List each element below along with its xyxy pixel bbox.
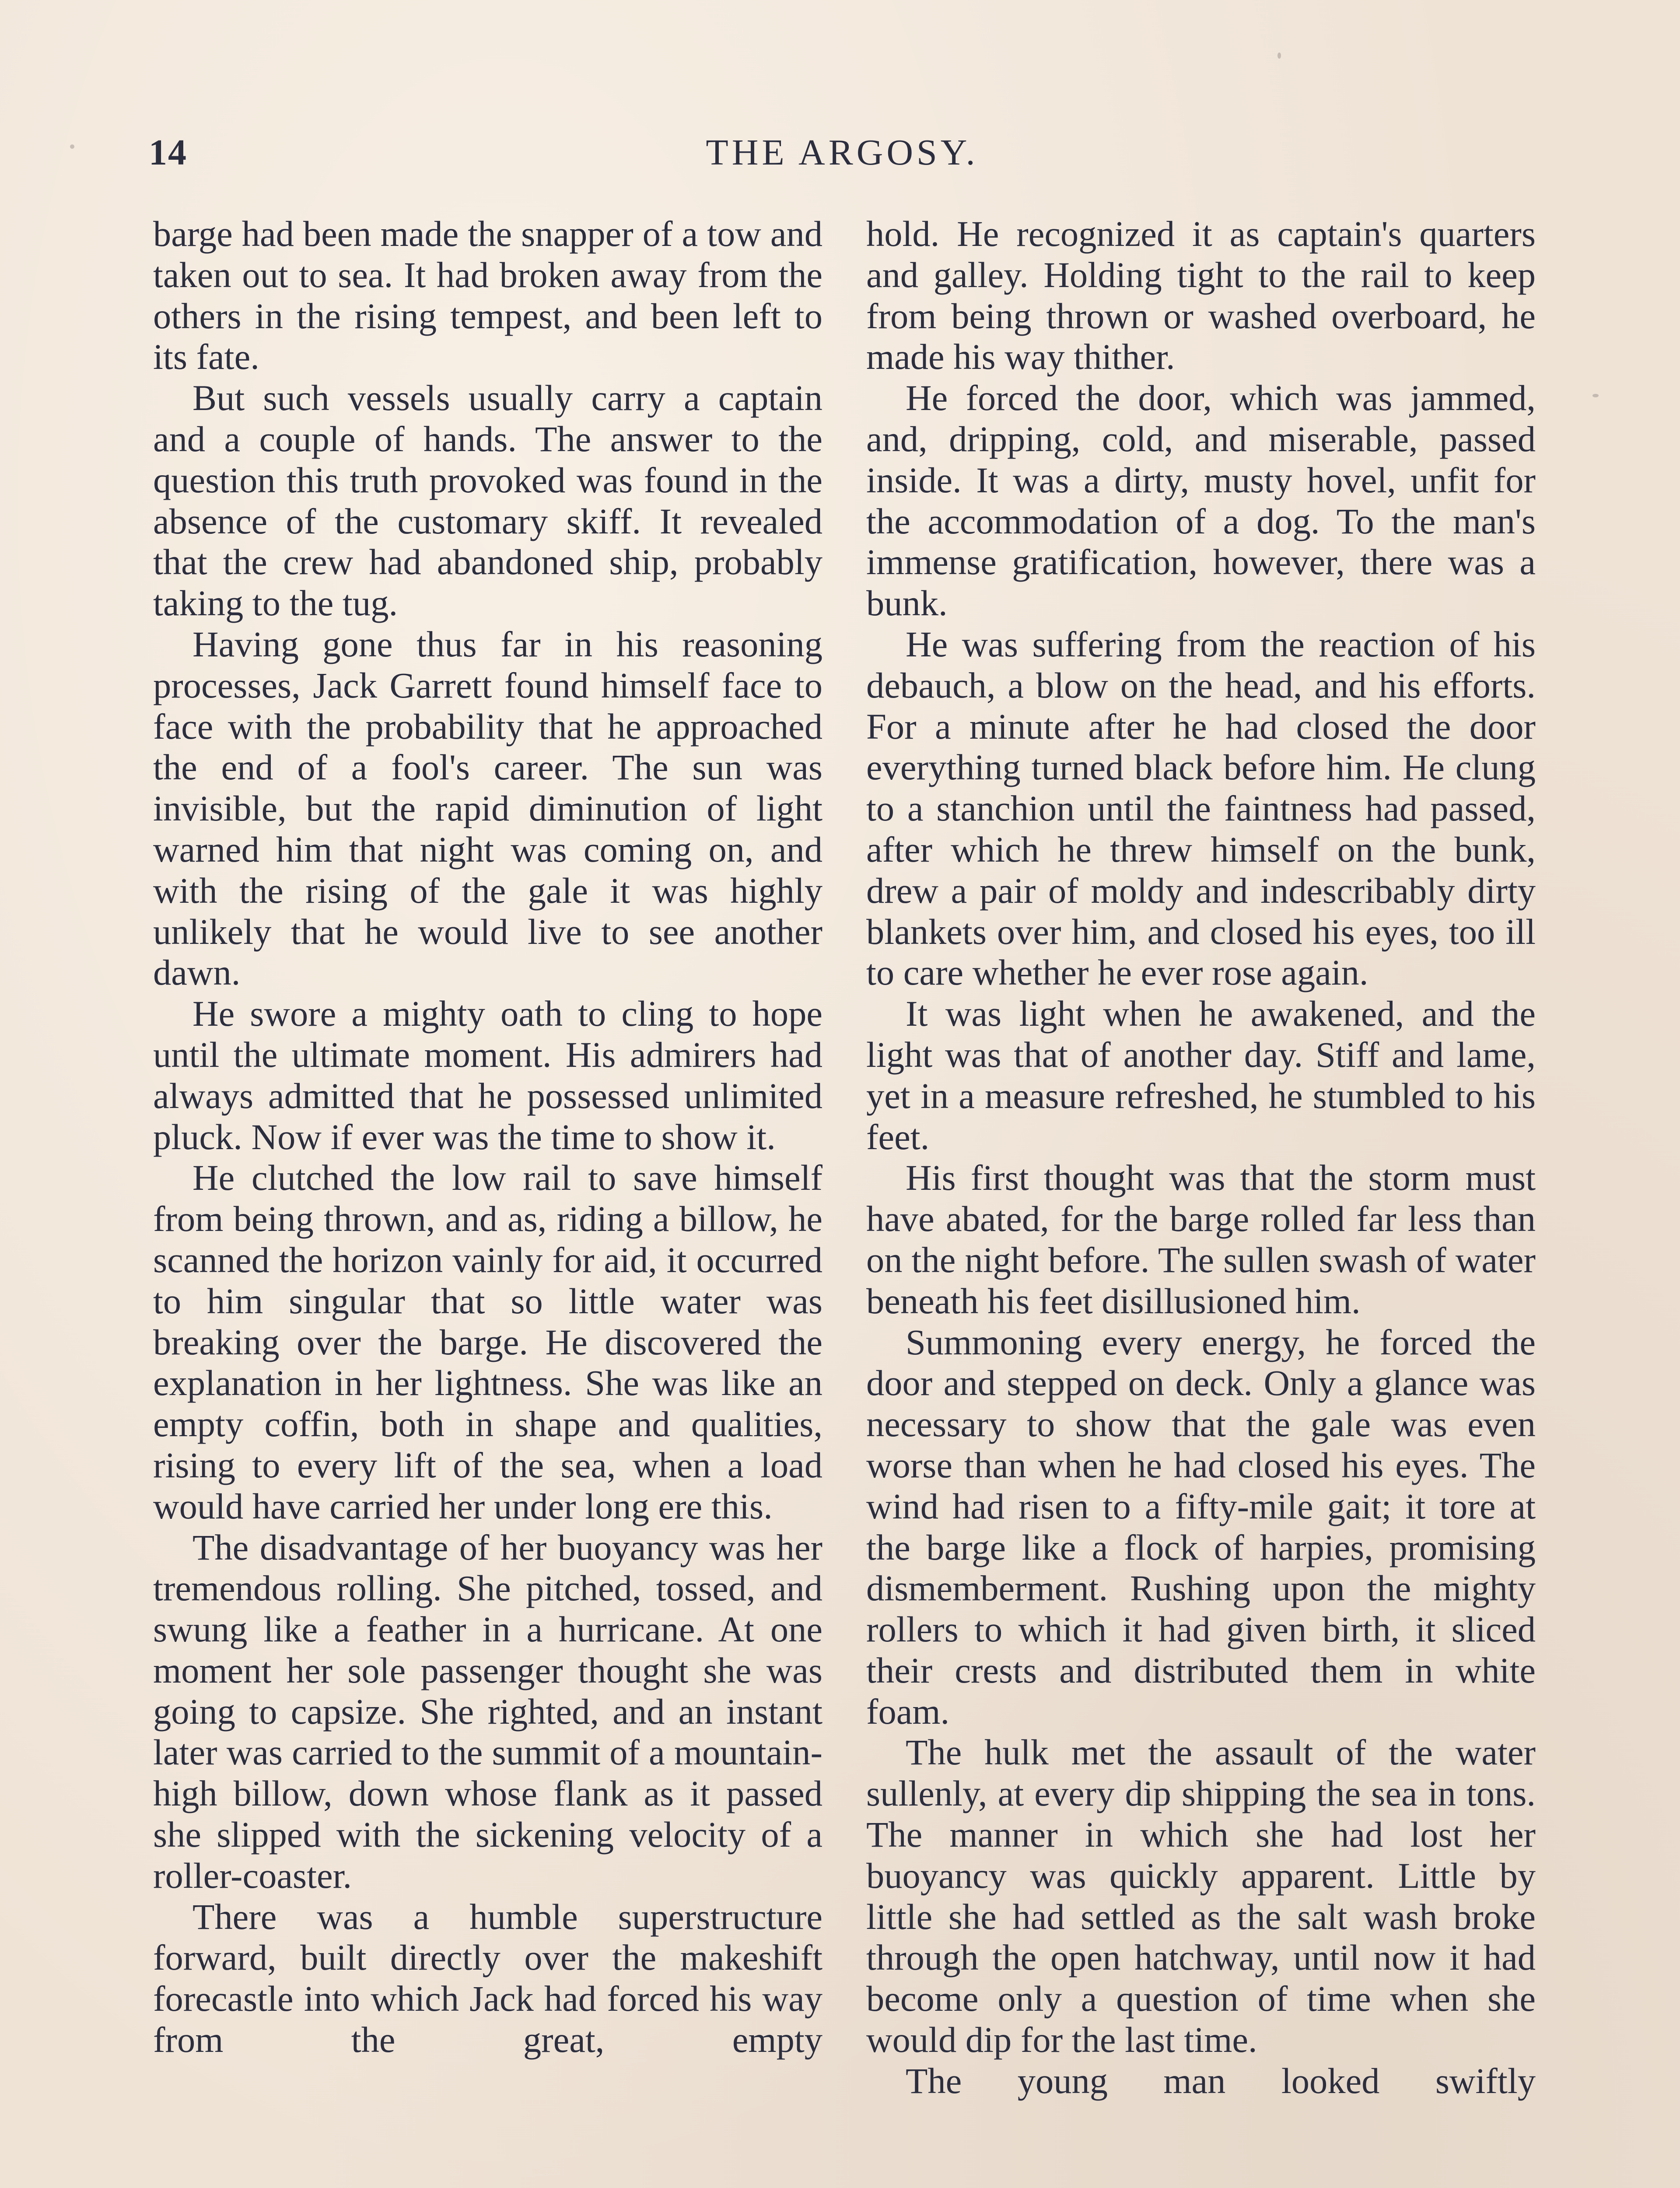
paragraph: Summoning every energy, he forced the door and stepped on deck. Only a glance was necessary to show that the gale was even worse than when he had closed his eyes. The wind had risen to a fifty-mile gait; it tore at the barge like a flock of harpies, promising dismemberment. Rushing upon the mighty rollers to which it had given birth, it sliced their crests and distributed them in white foam. xyxy=(866,1322,1536,1732)
paragraph: The young man looked swiftly xyxy=(906,2060,1536,2101)
paragraph: His first thought was that the storm must have abated, for the barge rolled far less than on the night before. The sullen swash of water beneath his feet disillusioned him. xyxy=(866,1157,1536,1321)
paper-speck xyxy=(1278,53,1281,59)
paragraph: It was light when he awakened, and the light was that of another day. Stiff and lame, yet in a measure refreshed, he stumbled to his feet. xyxy=(866,993,1536,1157)
paragraph: He was suffering from the reaction of his debauch, a blow on the head, and his efforts. For a minute after he had closed the door everything turned black before him. He clung to a stanchion until the faintness had passed, after which he threw himself on the bunk, drew a pair of moldy and indescribably dirty blankets over him, and closed his eyes, too ill to care whether he ever rose again. xyxy=(866,624,1536,993)
paragraph: The hulk met the assault of the water sullenly, at every dip shipping the sea in tons. The manner in which she had lost her buoyancy was quickly apparent. Little by little she had settled as the salt wash broke through the open hatchway, until now it had become only a question of time when she would dip for the last time. xyxy=(866,1732,1536,2060)
paragraph: hold. He recognized it as captain's quarters and galley. Holding tight to the rail to keep from being thrown or washed overboard, he made his way thither. xyxy=(866,214,1536,377)
paragraph: He forced the door, which was jammed, and, dripping, cold, and miserable, passed inside. It was a dirty, musty hovel, unfit for the accommodation of a dog. To the man's immense gratification, however, there was a bunk. xyxy=(866,378,1536,624)
paragraph: There was a humble superstructure forward, built directly over the makeshift forecastle into which Jack had forced his way from the great, empty xyxy=(153,1896,822,2060)
right-column xyxy=(866,214,1536,2102)
paper-speck xyxy=(70,144,74,149)
paragraph: He clutched the low rail to save himself from being thrown, and as, riding a billow, he scanned the horizon vainly for aid, it occurred to him singular that so little water was breaking over the barge. He discovered the explanation in her lightness. She was like an empty coffin, both in shape and qualities, rising to every lift of the sea, when a load would have carried her under long ere this. xyxy=(153,1157,822,1526)
left-column xyxy=(153,214,822,2061)
paragraph: But such vessels usually carry a captain and a couple of hands. The answer to the question this truth provoked was found in the absence of the customary skiff. It revealed that the crew had abandoned ship, probably taking to the tug. xyxy=(153,378,822,624)
page-header xyxy=(149,131,1536,184)
page-number: 14 xyxy=(149,132,187,173)
running-title: THE ARGOSY. xyxy=(706,132,979,173)
paragraph: barge had been made the snapper of a tow and taken out to sea. It had broken away from the others in the rising tempest, and been left to its fate. xyxy=(153,214,822,377)
paragraph: Having gone thus far in his reasoning processes, Jack Garrett found himself face to face with the probability that he approached the end of a fool's career. The sun was invisible, but the rapid diminution of light warned him that night was coming on, and with the rising of the gale it was highly unlikely that he would live to see another dawn. xyxy=(153,624,822,993)
paragraph: He swore a mighty oath to cling to hope until the ultimate moment. His admirers had always admitted that he possessed unlimited pluck. Now if ever was the time to show it. xyxy=(153,993,822,1157)
paper-speck xyxy=(1592,394,1599,397)
paragraph: The disadvantage of her buoyancy was her tremendous rolling. She pitched, tossed, and swung like a feather in a hurricane. At one moment her sole passenger thought she was going to capsize. She righted, and an instant later was carried to the summit of a mountain-high billow, down whose flank as it passed she slipped with the sickening velocity of a roller-coaster. xyxy=(153,1527,822,1896)
